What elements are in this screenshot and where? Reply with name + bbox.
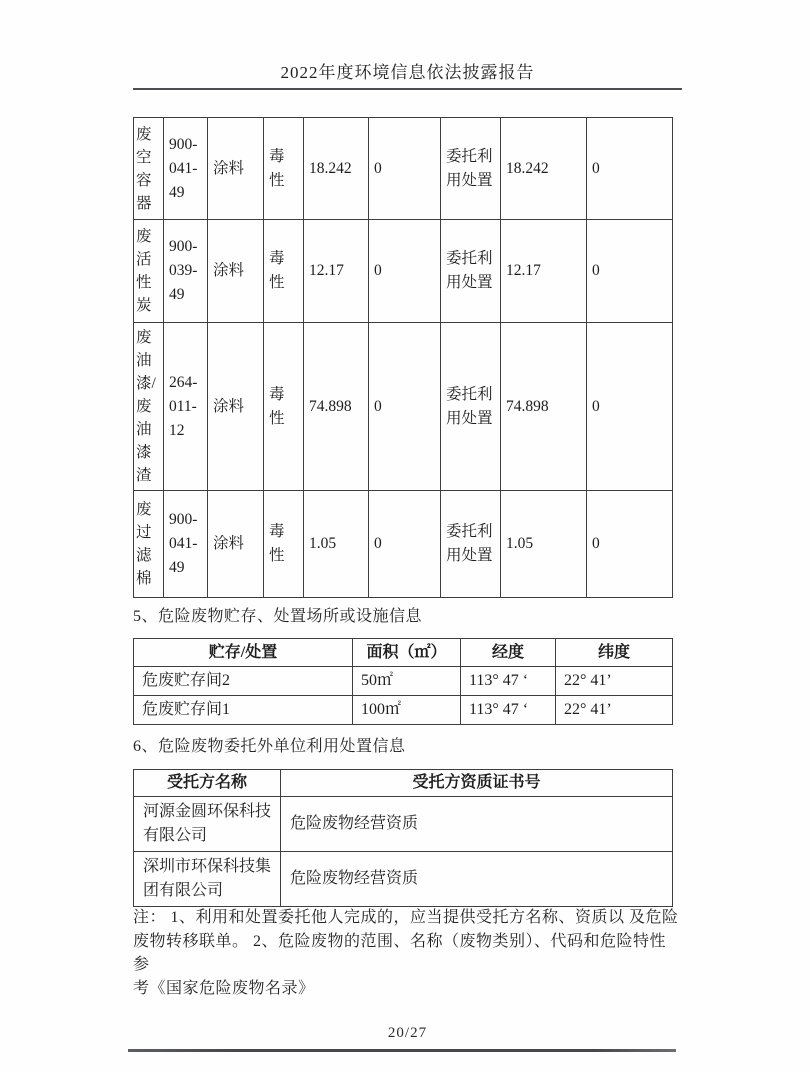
waste-code-cell: 900-041-49 bbox=[164, 118, 208, 220]
waste-name-cell: 废过滤棉 bbox=[134, 491, 164, 598]
amount-cell: 12.17 bbox=[501, 220, 587, 323]
column-header: 经度 bbox=[461, 639, 556, 667]
latitude-cell: 22° 41’ bbox=[556, 696, 673, 725]
company-name-cell: 河源金圆环保科技有限公司 bbox=[134, 797, 281, 852]
column-header: 受托方名称 bbox=[134, 770, 281, 797]
waste-name-cell: 废油漆/废油漆渣 bbox=[134, 323, 164, 491]
amount-cell: 0 bbox=[587, 220, 673, 323]
table-header-row bbox=[134, 639, 673, 667]
amount-cell: 18.242 bbox=[304, 118, 369, 220]
waste-category-cell: 涂料 bbox=[208, 220, 264, 323]
table-row bbox=[134, 220, 673, 323]
table-row bbox=[134, 696, 673, 725]
longitude-cell: 113° 47 ‘ bbox=[461, 667, 556, 696]
amount-cell: 0 bbox=[587, 118, 673, 220]
table-row bbox=[134, 118, 673, 220]
amount-cell: 0 bbox=[587, 323, 673, 491]
storage-name-cell: 危废贮存间1 bbox=[134, 696, 353, 725]
disposal-method-cell: 委托利用处置 bbox=[441, 323, 501, 491]
waste-name-cell: 废活性炭 bbox=[134, 220, 164, 323]
amount-cell: 0 bbox=[369, 323, 441, 491]
column-header: 纬度 bbox=[556, 639, 673, 667]
column-header: 受托方资质证书号 bbox=[281, 770, 673, 797]
table-row bbox=[134, 491, 673, 598]
amount-cell: 0 bbox=[587, 491, 673, 598]
amount-cell: 1.05 bbox=[501, 491, 587, 598]
page-number: 20/27 bbox=[387, 1025, 428, 1041]
amount-cell: 74.898 bbox=[304, 323, 369, 491]
section-6-heading: 6、危险废物委托外单位利用处置信息 bbox=[133, 738, 406, 755]
table-row bbox=[134, 323, 673, 491]
column-header: 贮存/处置 bbox=[134, 639, 353, 667]
storage-name-cell: 危废贮存间2 bbox=[134, 667, 353, 696]
document-title: 2022年度环境信息依法披露报告 bbox=[280, 63, 535, 82]
waste-code-cell: 900-041-49 bbox=[164, 491, 208, 598]
table-row bbox=[134, 852, 673, 907]
longitude-cell: 113° 47 ‘ bbox=[461, 696, 556, 725]
amount-cell: 0 bbox=[369, 491, 441, 598]
footnote-line: 注： 1、利用和处置委托他人完成的，应当提供受托方名称、资质以 及危险 bbox=[133, 909, 679, 926]
footnote bbox=[133, 906, 679, 1000]
table-row bbox=[134, 667, 673, 696]
hazard-property-cell: 毒性 bbox=[264, 220, 304, 323]
area-cell: 50㎡ bbox=[353, 667, 461, 696]
hazard-property-cell: 毒性 bbox=[264, 323, 304, 491]
qualification-cell: 危险废物经营资质 bbox=[281, 852, 673, 907]
storage-facilities-table bbox=[133, 638, 673, 725]
waste-name-cell: 废空容器 bbox=[134, 118, 164, 220]
footnote-line: 考《国家危险废物名录》 bbox=[133, 979, 315, 997]
amount-cell: 74.898 bbox=[501, 323, 587, 491]
hazardous-waste-table bbox=[133, 117, 673, 598]
column-header: 面积（㎡） bbox=[353, 639, 461, 667]
latitude-cell: 22° 41’ bbox=[556, 667, 673, 696]
table-header-row bbox=[134, 770, 673, 797]
waste-category-cell: 涂料 bbox=[208, 323, 264, 491]
section-5-heading: 5、危险废物贮存、处置场所或设施信息 bbox=[133, 608, 423, 625]
amount-cell: 0 bbox=[369, 118, 441, 220]
table-row bbox=[134, 797, 673, 852]
amount-cell: 18.242 bbox=[501, 118, 587, 220]
disposal-method-cell: 委托利用处置 bbox=[441, 491, 501, 598]
qualification-cell: 危险废物经营资质 bbox=[281, 797, 673, 852]
entrusted-units-table bbox=[133, 769, 673, 907]
footnote-line: 废物转移联单。 2、危险废物的范围、名称（废物类别）、代码和危险特性参 bbox=[133, 932, 667, 973]
amount-cell: 12.17 bbox=[304, 220, 369, 323]
company-name-cell: 深圳市环保科技集团有限公司 bbox=[134, 852, 281, 907]
amount-cell: 1.05 bbox=[304, 491, 369, 598]
hazard-property-cell: 毒性 bbox=[264, 118, 304, 220]
waste-code-cell: 264-011-12 bbox=[164, 323, 208, 491]
waste-category-cell: 涂料 bbox=[208, 118, 264, 220]
waste-category-cell: 涂料 bbox=[208, 491, 264, 598]
hazard-property-cell: 毒性 bbox=[264, 491, 304, 598]
area-cell: 100㎡ bbox=[353, 696, 461, 725]
disposal-method-cell: 委托利用处置 bbox=[441, 220, 501, 323]
page-bottom-edge bbox=[128, 1049, 676, 1052]
amount-cell: 0 bbox=[369, 220, 441, 323]
waste-code-cell: 900-039-49 bbox=[164, 220, 208, 323]
header-divider bbox=[133, 88, 682, 90]
disposal-method-cell: 委托利用处置 bbox=[441, 118, 501, 220]
